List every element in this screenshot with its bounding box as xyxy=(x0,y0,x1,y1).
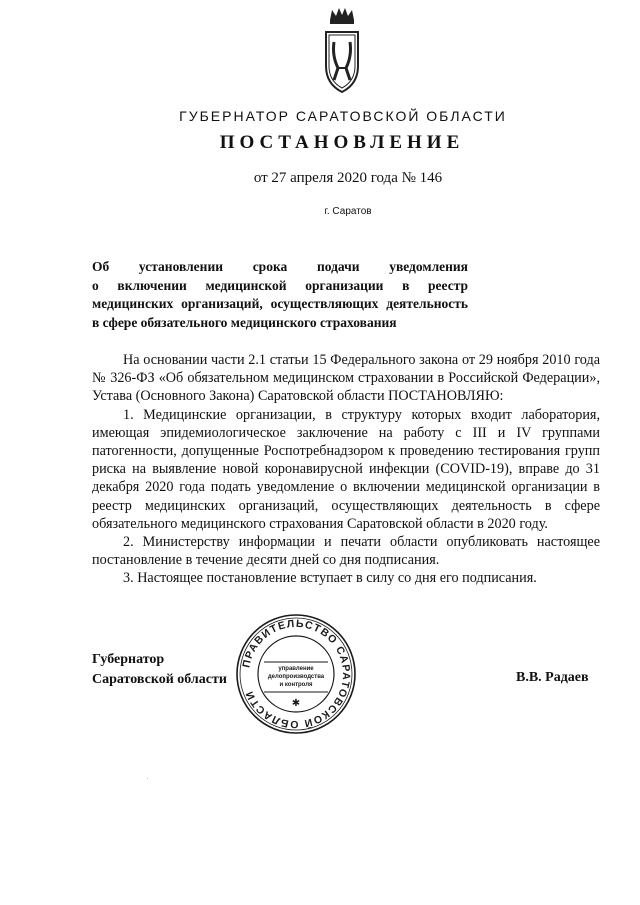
star-icon: ✱ xyxy=(291,698,301,709)
title-line: о включении медицинской организации в реестр xyxy=(92,277,468,293)
stamp-center-line: делопроизводства xyxy=(267,674,325,680)
clause-3-paragraph: 3. Настоящее постановление вступает в силу со дня его подписания. xyxy=(123,570,537,587)
document-city: г. Саратов xyxy=(324,206,372,217)
document-type-heading: ПОСТАНОВЛЕНИЕ xyxy=(219,132,465,153)
official-stamp xyxy=(234,612,358,736)
title-line: медицинских организаций, осуществляющих деятельность xyxy=(92,296,468,311)
stamp-center-line: и контроля xyxy=(279,682,313,688)
clause-2-paragraph: 2. Министерству информации и печати области опубликовать настоящее постановление в течение десяти дней со дня подписания. xyxy=(92,534,600,569)
preamble-paragraph: На основании части 2.1 статьи 15 Федерального закона от 29 ноября 2010 года № 326-ФЗ «Об обязательном медицинском страховании в Российской Федерации», Устава (Основного Закона) Саратовской области ПОСТАНОВЛЯЮ: xyxy=(92,352,600,405)
stamp-center-line: управление xyxy=(278,666,314,672)
signatory-title xyxy=(92,650,227,690)
scan-speck xyxy=(147,778,148,779)
document-body xyxy=(92,351,600,588)
document-date-number: от 27 апреля 2020 года № 146 xyxy=(253,170,443,186)
stamp-ring-text: ПРАВИТЕЛЬСТВО САРАТОВСКОЙ ОБЛАСТИ xyxy=(240,617,353,731)
title-line: в сфере обязательного медицинского страхования xyxy=(92,314,397,330)
issuing-authority: ГУБЕРНАТОР САРАТОВСКОЙ ОБЛАСТИ xyxy=(179,108,507,124)
signatory-title-line: Саратовской области xyxy=(92,672,227,687)
title-line: Об установлении срока подачи уведомления xyxy=(92,259,468,274)
clause-1-paragraph: 1. Медицинские организации, в структуру которых входит лаборатория, имеющая эпидемиологическое заключение на работу с III и IV группами патогенности, допущенные Роспотребнадзором к проведению тестирования групп риска на выявление новой коронавирусной инфекции (COVID-19), вправе до 31 декабря 2020 года подать уведомление о включении медицинской организации в реестр медицинских организаций, осуществляющих деятельность в сфере обязательного медицинского страхования Саратовской области в 2020 году. xyxy=(92,406,600,532)
signatory-name: В.В. Радаев xyxy=(516,670,589,685)
signatory-title-line: Губернатор xyxy=(92,652,165,667)
document-title xyxy=(92,258,468,332)
coat-of-arms-emblem xyxy=(322,6,362,98)
